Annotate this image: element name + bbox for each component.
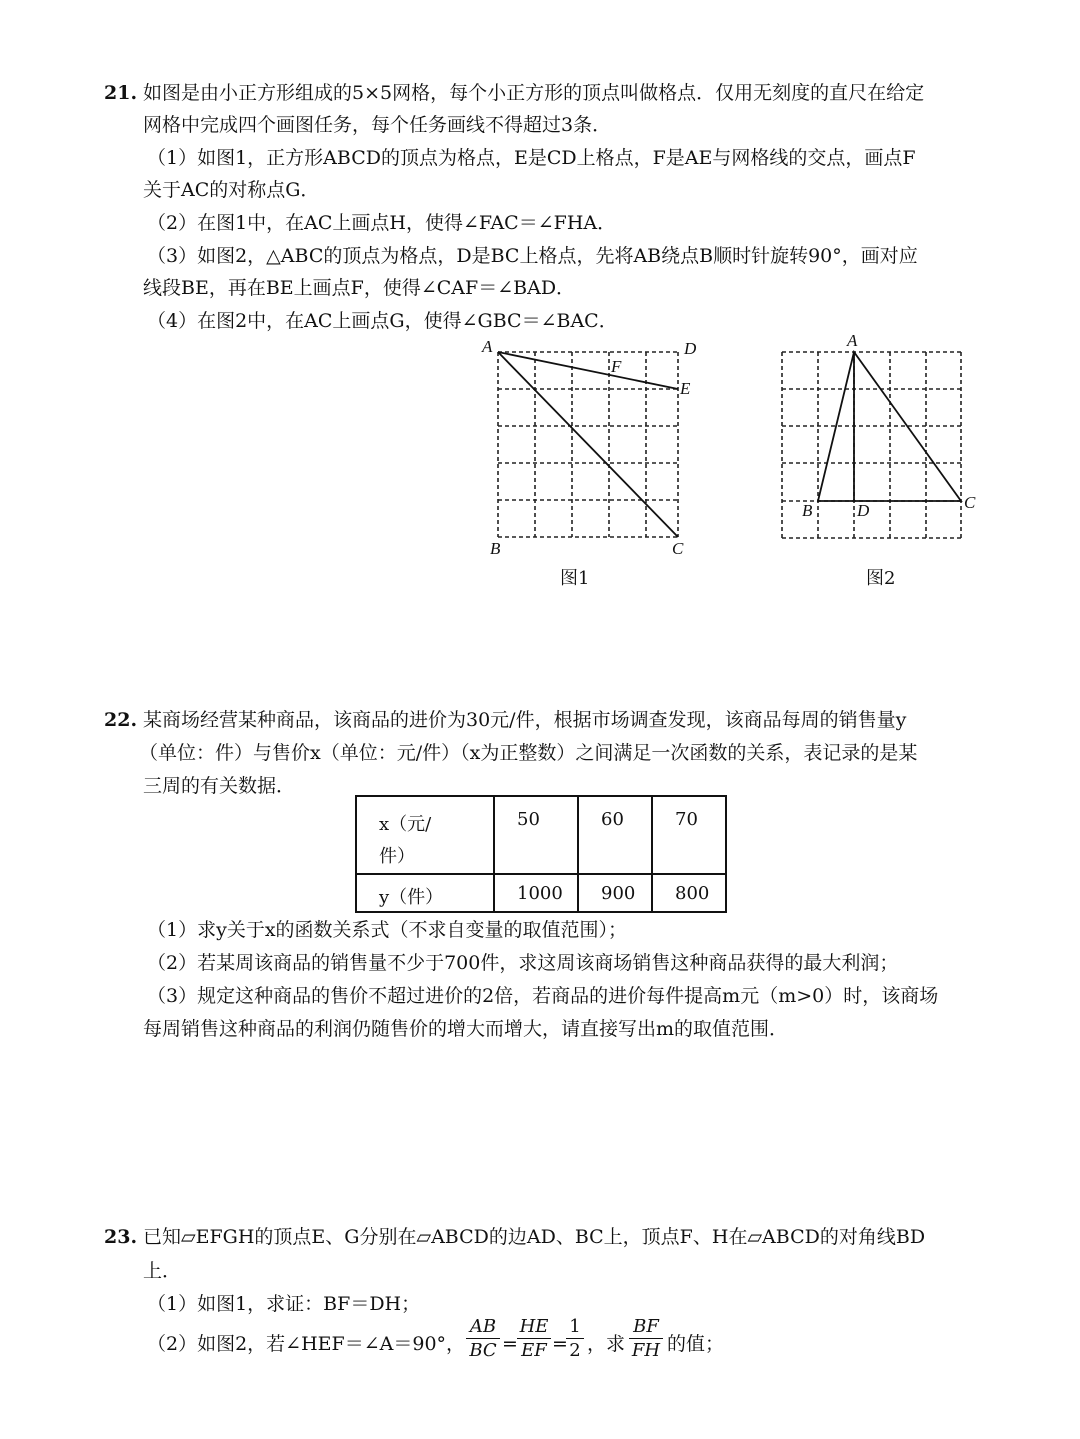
q21-line-6: （3）如图2，△ABC的顶点为格点，D是BC上格点，先将AB绕点B顺时针旋转90°，画对应 — [147, 245, 918, 267]
table-cell: 1000 — [494, 874, 578, 912]
segment-ae — [498, 352, 678, 389]
table-cell: 50 — [494, 796, 578, 874]
table-cell: 60 — [578, 796, 652, 874]
fraction-he-ef: HE EF — [517, 1316, 551, 1361]
label-d: D — [857, 501, 870, 520]
label-d: D — [684, 339, 697, 358]
label-f: F — [611, 357, 622, 376]
label-b: B — [802, 501, 813, 520]
table-header-x: x（元/ 件） — [356, 796, 494, 874]
q21-number: 21. — [104, 82, 138, 104]
table-row — [356, 874, 726, 912]
q22-part-1: （1）求y关于x的函数关系式（不求自变量的取值范围）； — [147, 919, 628, 941]
q21-line-3: （1）如图1，正方形ABCD的顶点为格点，E是CD上格点，F是AE与网格线的交点，画点F — [147, 147, 916, 169]
equals-sign: = — [552, 1333, 568, 1355]
fraction-one-half: 1 2 — [566, 1316, 584, 1361]
q23-line-2: 上． — [143, 1260, 182, 1282]
table-cell: 70 — [652, 796, 726, 874]
q22-line-1: 某商场经营某种商品，该商品的进价为30元/件，根据市场调查发现，该商品每周的销售量y — [143, 709, 907, 731]
label-c: C — [964, 493, 976, 512]
table-row — [356, 796, 726, 874]
label-a: A — [847, 331, 858, 350]
label-c: C — [672, 539, 684, 558]
data-table — [355, 795, 727, 913]
figure-1 — [470, 330, 710, 570]
table-cell: 800 — [652, 874, 726, 912]
q21-line-5: （2）在图1中，在AC上画点H，使得∠FAC＝∠FHA． — [147, 212, 617, 234]
table-header-y: y（件） — [356, 874, 494, 912]
segment-ac — [498, 352, 678, 537]
q22-line-2: （单位：件）与售价x（单位：元/件）（x为正整数）之间满足一次函数的关系，表记录的是某 — [139, 742, 918, 764]
q23-line-3: （1）如图1，求证：BF＝DH； — [147, 1293, 421, 1315]
figure-1-caption: 图1 — [560, 568, 590, 589]
q21-line-2: 网格中完成四个画图任务，每个任务画线不得超过3条． — [143, 114, 612, 136]
q22-line-3: 三周的有关数据． — [143, 775, 296, 797]
q23-part-2-prefix: （2）如图2，若∠HEF＝∠A＝90°， — [147, 1333, 466, 1355]
q22-part-3b: 每周销售这种商品的利润仍随售价的增大而增大，请直接写出m的取值范围． — [143, 1018, 789, 1040]
figure-2-caption: 图2 — [866, 568, 896, 589]
q23-mid-text: ，求 — [587, 1333, 626, 1355]
q21-line-4: 关于AC的对称点G． — [143, 179, 320, 201]
figure-2 — [770, 330, 990, 550]
fraction-ab-bc: AB BC — [466, 1316, 500, 1361]
q22-part-2: （2）若某周该商品的销售量不少于700件，求这周该商场销售这种商品获得的最大利润； — [147, 952, 899, 974]
q23-suffix: 的值； — [667, 1333, 725, 1355]
q22-part-3: （3）规定这种商品的售价不超过进价的2倍，若商品的进价每件提高m元（m>0）时，该商场 — [147, 985, 939, 1007]
q21-line-7: 线段BE，再在BE上画点F，使得∠CAF＝∠BAD． — [143, 277, 576, 299]
fraction-bf-fh: BF FH — [629, 1316, 663, 1361]
q22-number: 22. — [104, 709, 138, 731]
label-b: B — [490, 539, 501, 558]
label-e: E — [680, 379, 691, 398]
q23-number: 23. — [104, 1226, 138, 1248]
q23-line-1: 已知▱EFGH的顶点E、G分别在▱ABCD的边AD、BC上，顶点F、H在▱ABCD的对角线BD — [143, 1226, 926, 1248]
table-cell: 900 — [578, 874, 652, 912]
q21-line-1: 如图是由小正方形组成的5×5网格，每个小正方形的顶点叫做格点．仅用无刻度的直尺在给定 — [143, 82, 925, 104]
equals-sign: = — [502, 1333, 518, 1355]
label-a: A — [482, 337, 493, 356]
q21-line-8: （4）在图2中，在AC上画点G，使得∠GBC＝∠BAC． — [147, 310, 618, 332]
